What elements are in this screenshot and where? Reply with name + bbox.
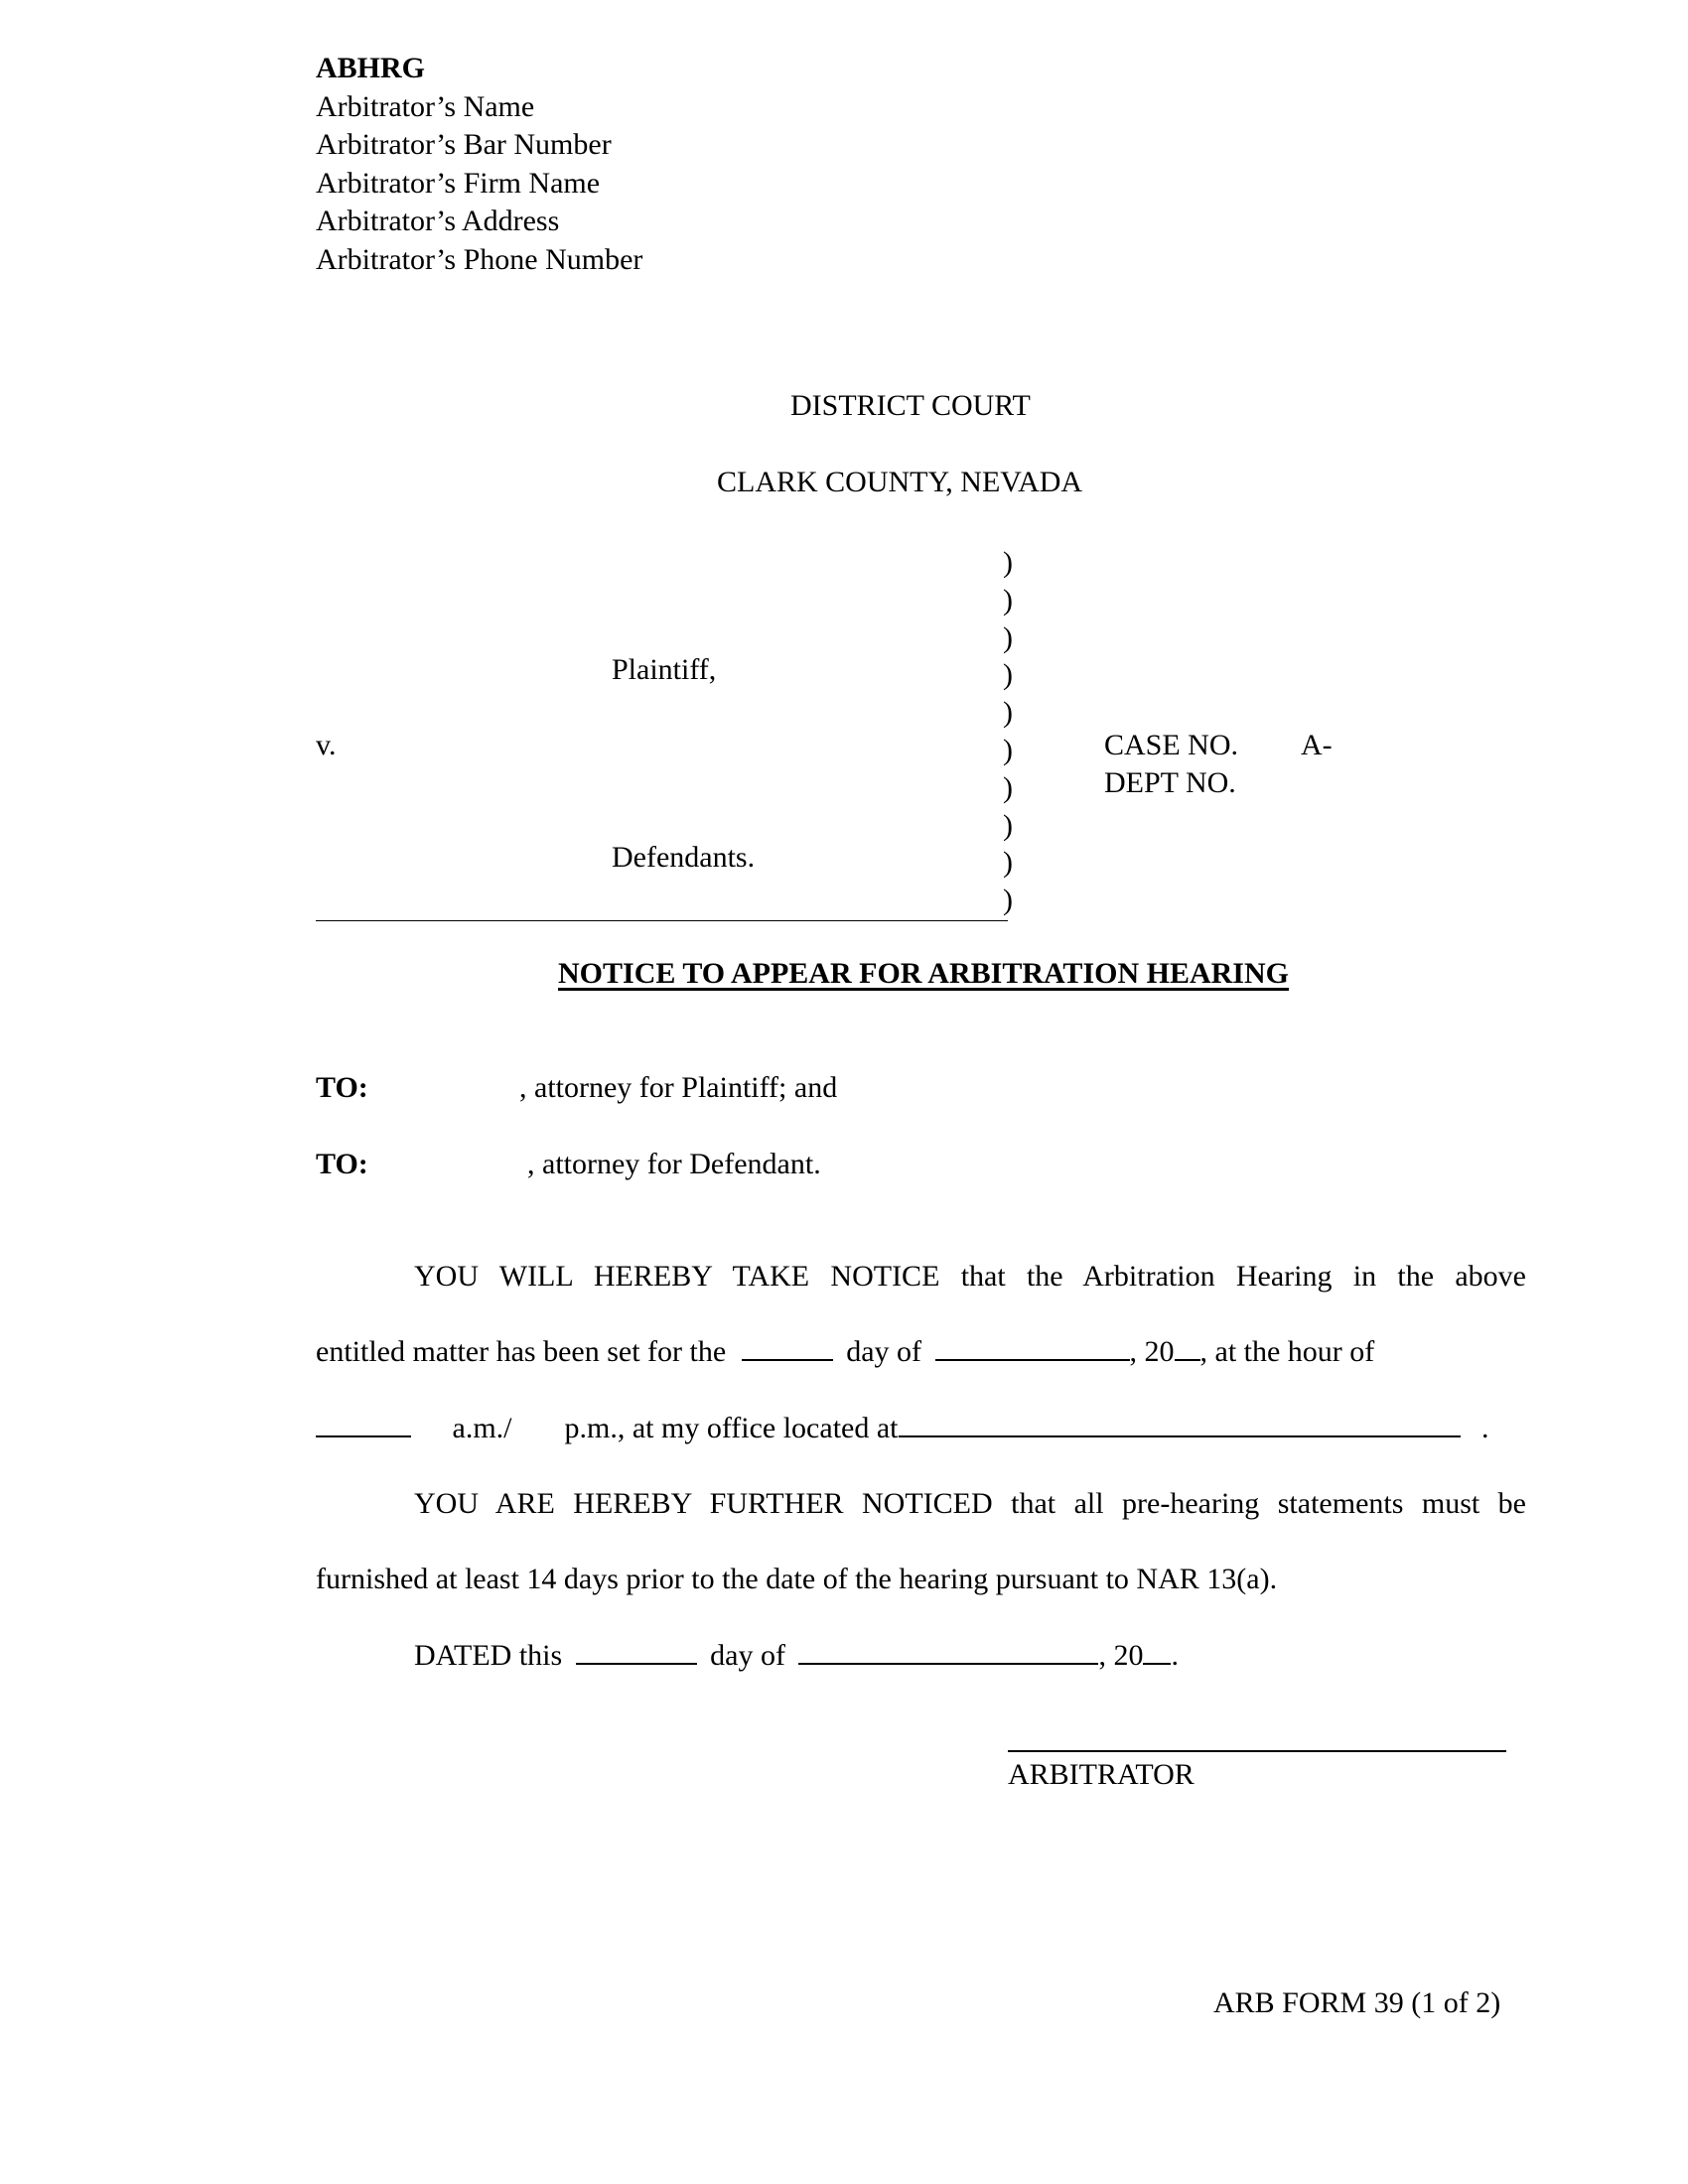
- text-day-of: day of: [846, 1335, 921, 1368]
- org-name: ABHRG: [316, 52, 426, 84]
- year-blank: [1175, 1333, 1200, 1361]
- dated-month-blank: [798, 1637, 1098, 1665]
- signature-line: [1008, 1750, 1506, 1752]
- caption-paren: ): [1003, 733, 1013, 766]
- case-no-label: CASE NO.: [1104, 729, 1239, 761]
- hour-blank: [316, 1410, 411, 1437]
- dated-line: [414, 1637, 1179, 1675]
- court-name: DISTRICT COURT: [790, 389, 1031, 422]
- versus-label: v.: [316, 729, 337, 761]
- caption-paren: ): [1003, 770, 1013, 804]
- notice-paragraph-line-3: [316, 1410, 1489, 1447]
- form-id-footer: ARB FORM 39 (1 of 2): [1213, 1986, 1501, 2019]
- arbitrator-address: Arbitrator’s Address: [316, 205, 560, 237]
- notice-paragraph-line-2: [316, 1333, 1374, 1371]
- text-set-for: entitled matter has been set for the: [316, 1335, 727, 1368]
- to-label-plaintiff: TO:: [316, 1071, 368, 1104]
- text-am: a.m./: [452, 1412, 512, 1444]
- caption-paren: ): [1003, 808, 1013, 842]
- caption-paren: ): [1003, 696, 1013, 730]
- day-blank: [742, 1333, 833, 1361]
- text-dated-period: .: [1171, 1639, 1179, 1672]
- caption-underline: [316, 920, 1008, 921]
- caption-paren: ): [1003, 583, 1013, 616]
- text-year-prefix: , 20: [1129, 1335, 1175, 1368]
- signature-label: ARBITRATOR: [1008, 1758, 1195, 1791]
- defendant-attorney-line: , attorney for Defendant.: [527, 1148, 821, 1180]
- further-notice-line-1: YOU ARE HEREBY FURTHER NOTICED that all pre-hearing statements must be: [414, 1487, 1526, 1520]
- defendants-label: Defendants.: [612, 841, 756, 874]
- plaintiff-attorney-line: , attorney for Plaintiff; and: [519, 1071, 838, 1104]
- dept-no-label: DEPT NO.: [1104, 766, 1236, 799]
- notice-title: NOTICE TO APPEAR FOR ARBITRATION HEARING: [558, 957, 1289, 990]
- further-notice-line-2: furnished at least 14 days prior to the date of the hearing pursuant to NAR 13(a).: [316, 1563, 1278, 1595]
- location-blank: [899, 1410, 1461, 1437]
- notice-paragraph-line-1: YOU WILL HEREBY TAKE NOTICE that the Arbitration Hearing in the above: [414, 1260, 1526, 1293]
- text-pm-office: p.m., at my office located at: [564, 1412, 899, 1444]
- dated-day-blank: [576, 1637, 697, 1665]
- plaintiff-label: Plaintiff,: [612, 653, 717, 686]
- caption-paren: ): [1003, 546, 1013, 579]
- arbitrator-name: Arbitrator’s Name: [316, 89, 535, 123]
- to-label-defendant: TO:: [316, 1148, 368, 1180]
- caption-paren: ): [1003, 620, 1013, 654]
- caption-parentheses: [1003, 544, 1013, 919]
- case-no-value: A-: [1301, 729, 1333, 761]
- caption-paren: ): [1003, 658, 1013, 692]
- text-period: .: [1481, 1412, 1489, 1444]
- text-dated-this: DATED this: [414, 1639, 563, 1672]
- text-hour-of: , at the hour of: [1199, 1335, 1375, 1368]
- caption-paren: ): [1003, 846, 1013, 880]
- month-blank: [935, 1333, 1130, 1361]
- text-dated-year-prefix: , 20: [1098, 1639, 1144, 1672]
- dated-year-blank: [1143, 1637, 1171, 1665]
- text-dated-day-of: day of: [710, 1639, 785, 1672]
- arbitrator-header: [316, 50, 642, 279]
- court-county: CLARK COUNTY, NEVADA: [717, 466, 1083, 498]
- arbitrator-phone: Arbitrator’s Phone Number: [316, 242, 643, 276]
- arbitrator-firm-name: Arbitrator’s Firm Name: [316, 166, 601, 200]
- arbitrator-bar-number: Arbitrator’s Bar Number: [316, 128, 612, 161]
- caption-paren: ): [1003, 884, 1013, 917]
